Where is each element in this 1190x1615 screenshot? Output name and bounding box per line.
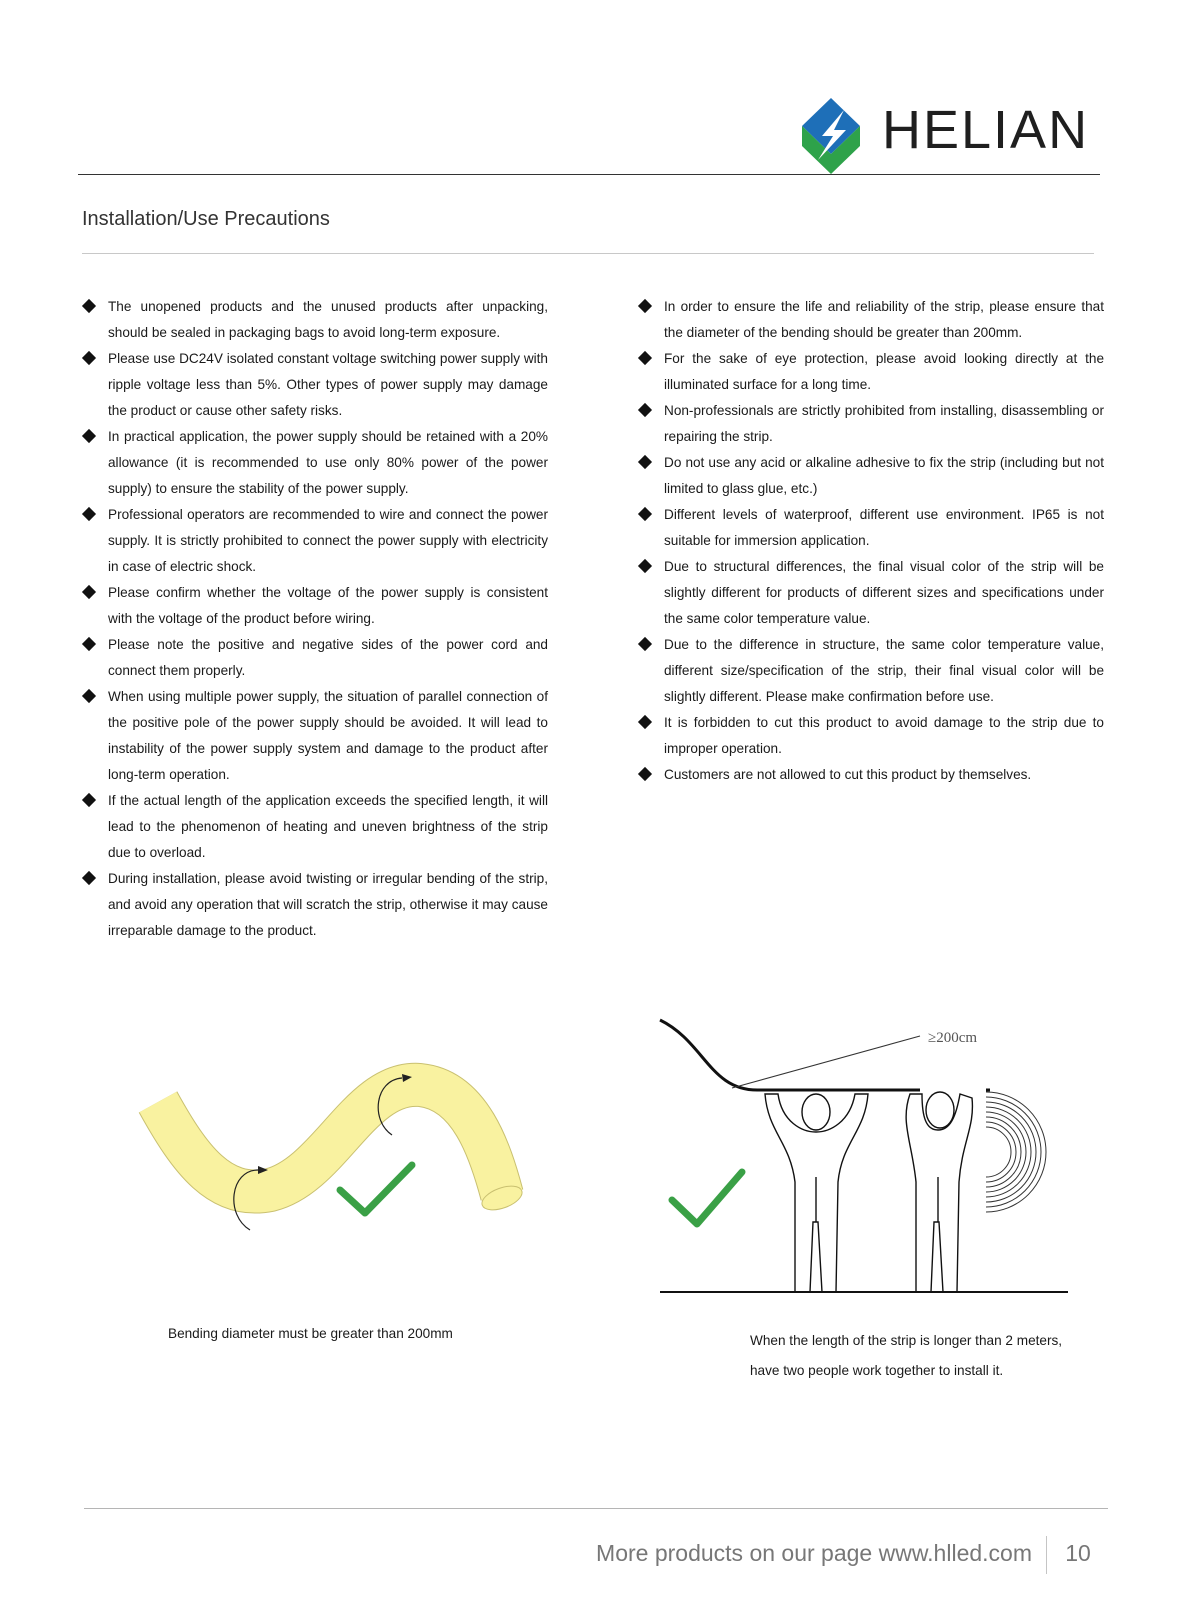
precautions-left-column xyxy=(82,294,548,944)
bullet-diamond-icon xyxy=(82,689,96,703)
two-person-install-illustration xyxy=(650,1002,1090,1302)
precaution-item: Professional operators are recommended to wire and connect the power supply. It is strictly prohibited to connect the power supply with electricity in case of electric shock. xyxy=(82,502,548,580)
bullet-diamond-icon xyxy=(82,871,96,885)
page-number: 10 xyxy=(1065,1540,1091,1566)
bullet-diamond-icon xyxy=(82,351,96,365)
dimension-line xyxy=(732,1036,920,1088)
check-icon xyxy=(340,1165,412,1213)
bullet-diamond-icon xyxy=(638,767,652,781)
bullet-diamond-icon xyxy=(638,351,652,365)
precaution-item: Please confirm whether the voltage of the power supply is consistent with the voltage of the product before wiring. xyxy=(82,580,548,632)
precaution-item: It is forbidden to cut this product to avoid damage to the strip due to improper operation. xyxy=(638,710,1104,762)
bent-strip-illustration xyxy=(130,1030,550,1260)
footer-website-link[interactable]: More products on our page www.hlled.com xyxy=(596,1540,1032,1566)
footer-divider xyxy=(1046,1536,1047,1574)
precaution-item: Customers are not allowed to cut this product by themselves. xyxy=(638,762,1104,788)
bullet-diamond-icon xyxy=(638,507,652,521)
precaution-item: Different levels of waterproof, different use environment. IP65 is not suitable for immersion application. xyxy=(638,502,1104,554)
precaution-item: If the actual length of the application exceeds the specified length, it will lead to the phenomenon of heating and uneven brightness of the strip due to overload. xyxy=(82,788,548,866)
bullet-diamond-icon xyxy=(638,559,652,573)
bullet-diamond-icon xyxy=(638,299,652,313)
brand-name: HELIAN xyxy=(882,100,1090,160)
header-rule xyxy=(78,174,1100,175)
precaution-item: During installation, please avoid twisting or irregular bending of the strip, and avoid any operation that will scratch the strip, otherwise it may cause irreparable damage to the product. xyxy=(82,866,548,944)
bullet-diamond-icon xyxy=(82,793,96,807)
section-rule xyxy=(82,253,1094,254)
dimension-label: ≥200cm xyxy=(928,1030,978,1046)
precaution-item: Please use DC24V isolated constant voltage switching power supply with ripple voltage less than 5%. Other types of power supply may damage the product or cause other safety risks. xyxy=(82,346,548,424)
precaution-item: Due to the difference in structure, the same color temperature value, different size/specification of the strip, their final visual color will be slightly different. Please make confirmation before use. xyxy=(638,632,1104,710)
precaution-item: Non-professionals are strictly prohibited from installing, disassembling or repairing the strip. xyxy=(638,398,1104,450)
logo-icon xyxy=(800,96,862,176)
precaution-item: When using multiple power supply, the situation of parallel connection of the positive pole of the power supply should be avoided. It will lead to instability of the power supply system and damage to the product after long-term operation. xyxy=(82,684,548,788)
precaution-item: For the sake of eye protection, please avoid looking directly at the illuminated surface for a long time. xyxy=(638,346,1104,398)
bullet-diamond-icon xyxy=(638,403,652,417)
bullet-diamond-icon xyxy=(638,715,652,729)
bullet-diamond-icon xyxy=(638,455,652,469)
install-caption-line-1: When the length of the strip is longer than 2 meters, xyxy=(750,1333,1063,1348)
bullet-diamond-icon xyxy=(82,637,96,651)
precaution-item: The unopened products and the unused products after unpacking, should be sealed in packaging bags to avoid long-term exposure. xyxy=(82,294,548,346)
brand-logo xyxy=(800,96,1100,176)
bullet-diamond-icon xyxy=(82,507,96,521)
precaution-item: In practical application, the power supply should be retained with a 20% allowance (it is recommended to use only 80% power of the power supply) to ensure the stability of the power supply. xyxy=(82,424,548,502)
bullet-diamond-icon xyxy=(82,299,96,313)
precautions-right-column xyxy=(638,294,1104,788)
precaution-item: Please note the positive and negative sides of the power cord and connect them properly. xyxy=(82,632,548,684)
bullet-diamond-icon xyxy=(82,585,96,599)
bullet-diamond-icon xyxy=(638,637,652,651)
precaution-item: Do not use any acid or alkaline adhesive to fix the strip (including but not limited to glass glue, etc.) xyxy=(638,450,1104,502)
bend-caption: Bending diameter must be greater than 200mm xyxy=(168,1326,453,1341)
install-caption xyxy=(750,1326,1062,1386)
strip-tube-fill xyxy=(158,1085,502,1195)
bullet-diamond-icon xyxy=(82,429,96,443)
precaution-item: Due to structural differences, the final visual color of the strip will be slightly different for products of different sizes and specifications under the same color temperature value. xyxy=(638,554,1104,632)
section-title: Installation/Use Precautions xyxy=(82,208,330,230)
person-left xyxy=(765,1094,868,1292)
check-icon xyxy=(672,1172,742,1224)
footer-rule xyxy=(84,1508,1108,1509)
precaution-item: In order to ensure the life and reliability of the strip, please ensure that the diameter of the bending should be greater than 200mm. xyxy=(638,294,1104,346)
install-caption-line-2: have two people work together to install it. xyxy=(750,1363,1004,1378)
